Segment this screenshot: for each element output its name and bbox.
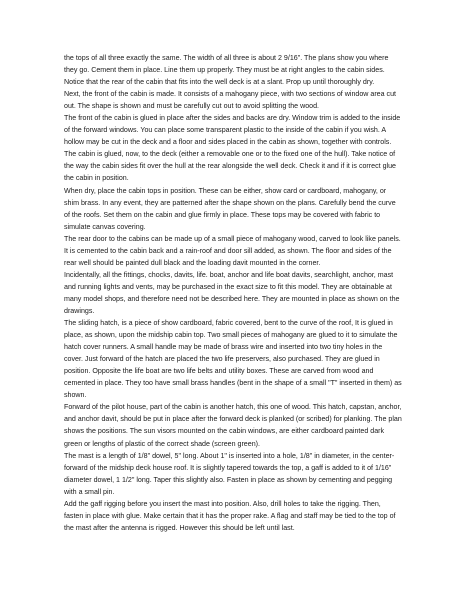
paragraph-cabin-back-pieces: the tops of all three exactly the same. The width of all three is about 2 9/16". The plans show you where they go. Cement them in place. Line them up properly. They must be at right angles to the cabin sides. Notice that the rear of the cabin that fits into the well deck is at a slant. Prop up until thoroughly dry. <box>64 54 389 87</box>
paragraph-mast: The mast is a length of 1/8" dowel, 5" long. About 1" is inserted into a hole, 1/8" in diameter, in the center-forward of the midship deck house roof. It is slightly tapered towards the top, a gaff is added to it of 1/16" diameter dowel, 1 1/2" long. Taper this slightly also. Fasten in place as shown by cementing and pegging with a small pin. <box>64 451 395 496</box>
paragraph-rear-door: The rear door to the cabins can be made up of a small piece of mahogany wood, carved to look like panels. It is cemented to the cabin back and a rain-roof and door sill added, as shown. The floor and sides of the rear well should be painted dull black and the loading davit mounted in the corner. <box>64 234 401 267</box>
paragraph-cabin-glued-to-deck: The cabin is glued, now, to the deck (either a removable one or to the fixed one of the hull). Take notice of the way the cabin sides fit over the hull at the rear alongside the well deck. Check it and if it is correct glue the cabin in position. <box>64 150 397 183</box>
paragraph-fittings: Incidentally, all the fittings, chocks, davits, life. boat, anchor and life boat davits, searchlight, anchor, mast and running lights and vents, may be purchased in the exact size to fit this model. They are obtainable at many model shops, and therefore need not be described here. They are mounted in place as shown on the drawings. <box>64 270 400 315</box>
paragraph-cabin-front: Next, the front of the cabin is made. It consists of a mahogany piece, with two sections of window area cut out. The shape is shown and must be carefully cut out to avoid splitting the wood. <box>64 90 396 111</box>
paragraph-forward-hatch: Forward of the pilot house, part of the cabin is another hatch, this one of wood. This hatch, capstan, anchor, and anchor davit, should be put in place after the forward deck is planked (or scribed) for planking. The plan shows the positions. The sun visors mounted on the cabin windows, are either cardboard painted dark green or lengths of plastic of the correct shade (screen green). <box>64 403 402 448</box>
paragraph-gaff-rigging: Add the gaff rigging before you insert the mast into position. Also, drill holes to take the rigging. Then, fasten in place with glue. Make certain that it has the proper rake. A flag and staff may be tied to the top of the mast after the antenna is rigged. However this should be left until last. <box>64 499 396 532</box>
paragraph-sliding-hatch: The sliding hatch, is a piece of show cardboard, fabric covered, bent to the curve of the roof, It is glued in place, as shown, upon the midship cabin top. Two small pieces of mahogany are glued to it to simulate the hatch cover runners. A small handle may be made of brass wire and inserted into two tiny holes in the cover. Just forward of the hatch are placed the two life preservers, also purchased. They are glued in position. Opposite the life boat are two life belts and utility boxes. These are carved from wood and cemented in place. They too have small brass handles (bent in the shape of a small "T" inserted in them) as shown. <box>64 319 402 400</box>
document-page <box>64 52 402 534</box>
paragraph-front-glued: The front of the cabin is glued in place after the sides and backs are dry. Window trim is added to the inside of the forward windows. You can place some transparent plastic to the inside of the cabin if you wish. A hollow may be cut in the deck and a floor and sides placed in the cabin as shown, together with controls. <box>64 114 401 147</box>
paragraph-cabin-tops: When dry, place the cabin tops in position. These can be either, show card or cardboard, mahogany, or shim brass. In any event, they are patterned after the shape shown on the plans. Carefully bend the curve of the roofs. Set them on the cabin and glue firmly in place. These tops may be covered with fabric to simulate canvas covering. <box>64 186 396 231</box>
